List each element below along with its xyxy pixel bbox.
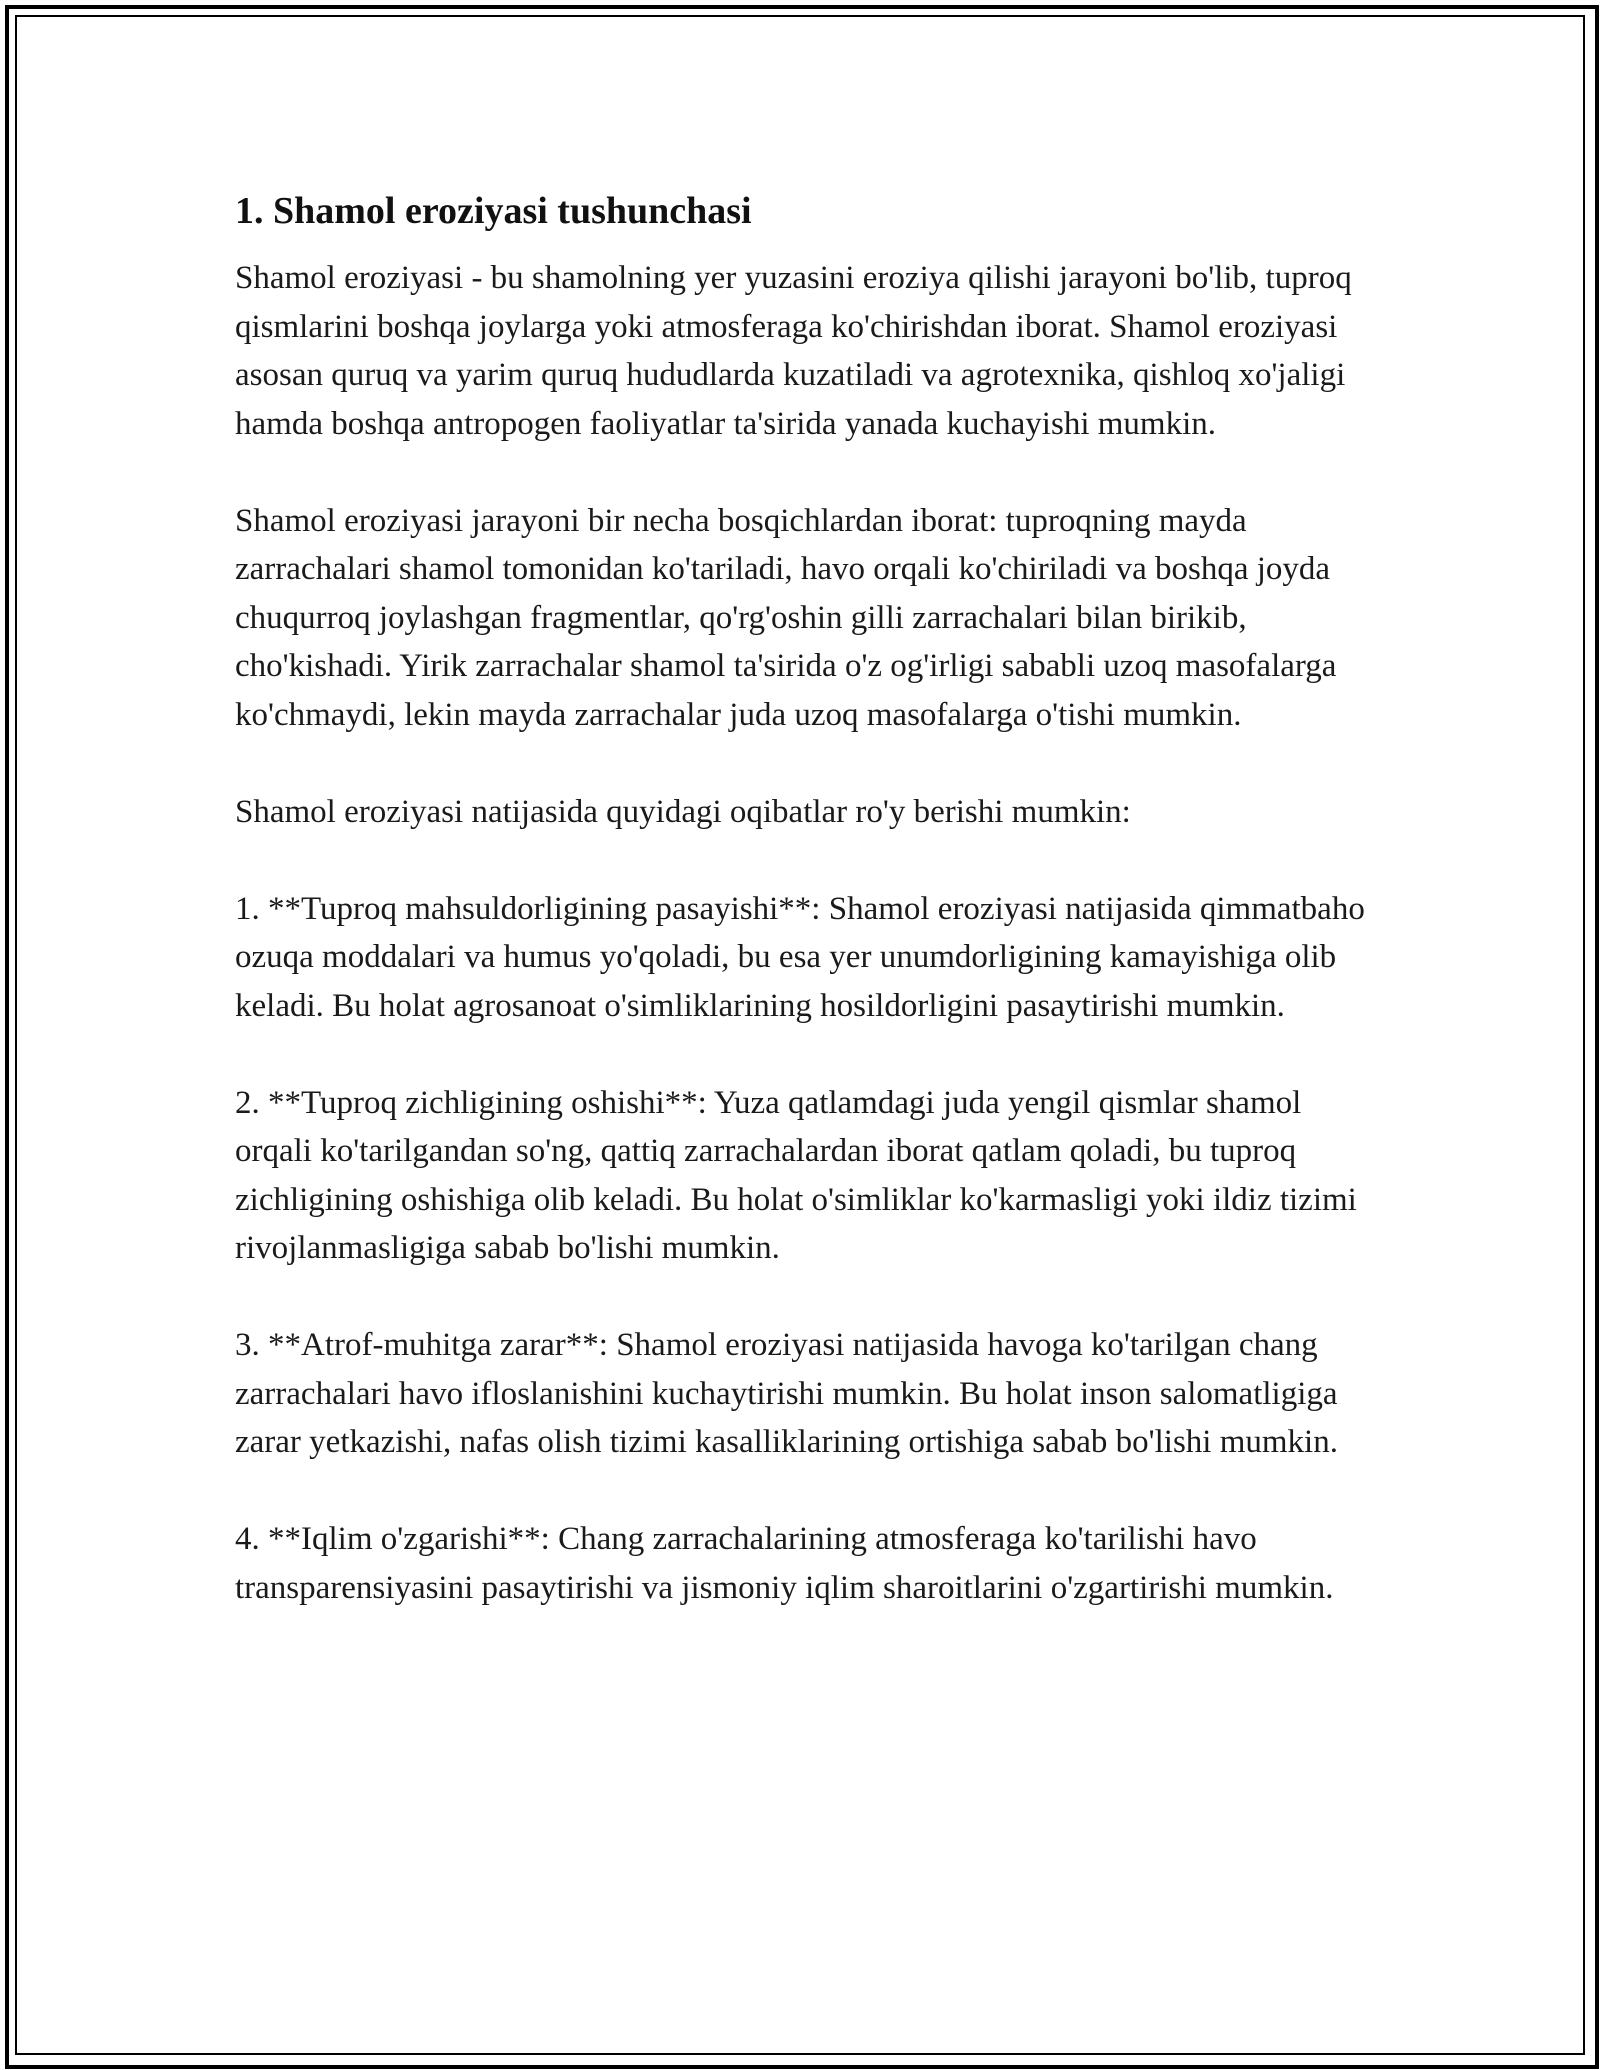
list-item-soil-productivity: 1. **Tuproq mahsuldorligining pasayishi**: Shamol eroziyasi natijasida qimmatbaho ozuqa moddalari va humus yo'qoladi, bu esa yer unumdorligining kamayishiga olib keladi. Bu holat agrosanoat o'simliklarining hosildorligini pasaytirishi mumkin. [235, 890, 1365, 1024]
list-item-environment-harm: 3. **Atrof-muhitga zarar**: Shamol eroziyasi natijasida havoga ko'tarilgan chang zarrachalari havo ifloslanishini kuchaytirishi mumkin. Bu holat inson salomatligiga zarar yetkazishi, nafas olish tizimi kasalliklarining ortishiga sabab bo'lishi mumkin. [235, 1327, 1338, 1460]
list-item-climate-change: 4. **Iqlim o'zgarishi**: Chang zarrachalarining atmosferaga ko'tarilishi havo transparensiyasini pasaytirishi va jismoniy iqlim sharoitlarini o'zgartirishi mumkin. [235, 1521, 1334, 1606]
document-body [235, 187, 1385, 1661]
paragraph-consequences-intro: Shamol eroziyasi natijasida quyidagi oqibatlar ro'y berishi mumkin: [235, 793, 1131, 830]
paragraph-definition: Shamol eroziyasi - bu shamolning yer yuzasini eroziya qilishi jarayoni bo'lib, tuproq qismlarini boshqa joylarga yoki atmosferaga ko'chirishdan iborat. Shamol eroziyasi asosan quruq va yarim quruq hududlarda kuzatiladi va agrotexnika, qishloq xo'jaligi hamda boshqa antropogen faoliyatlar ta'sirida yanada kuchayishi mumkin. [235, 260, 1352, 442]
list-item-soil-density: 2. **Tuproq zichligining oshishi**: Yuza qatlamdagi juda yengil qismlar shamol orqali ko'tarilgandan so'ng, qattiq zarrachalardan iborat qatlam qoladi, bu tuproq zichligining oshishiga olib keladi. Bu holat o'simliklar ko'karmasligi yoki ildiz tizimi rivojlanmasligiga sabab bo'lishi mumkin. [235, 1084, 1357, 1266]
section-heading: 1. Shamol eroziyasi tushunchasi [235, 190, 752, 232]
paragraph-process: Shamol eroziyasi jarayoni bir necha bosqichlardan iborat: tuproqning mayda zarrachalari shamol tomonidan ko'tariladi, havo orqali ko'chiriladi va boshqa joyda chuqurroq joylashgan fragmentlar, qo'rg'oshin gilli zarrachalari bilan birikib, cho'kishadi. Yirik zarrachalar shamol ta'sirida o'z og'irligi sababli uzoq masofalarga ko'chmaydi, lekin mayda zarrachalar juda uzoq masofalarga o'tishi mumkin. [235, 502, 1337, 733]
